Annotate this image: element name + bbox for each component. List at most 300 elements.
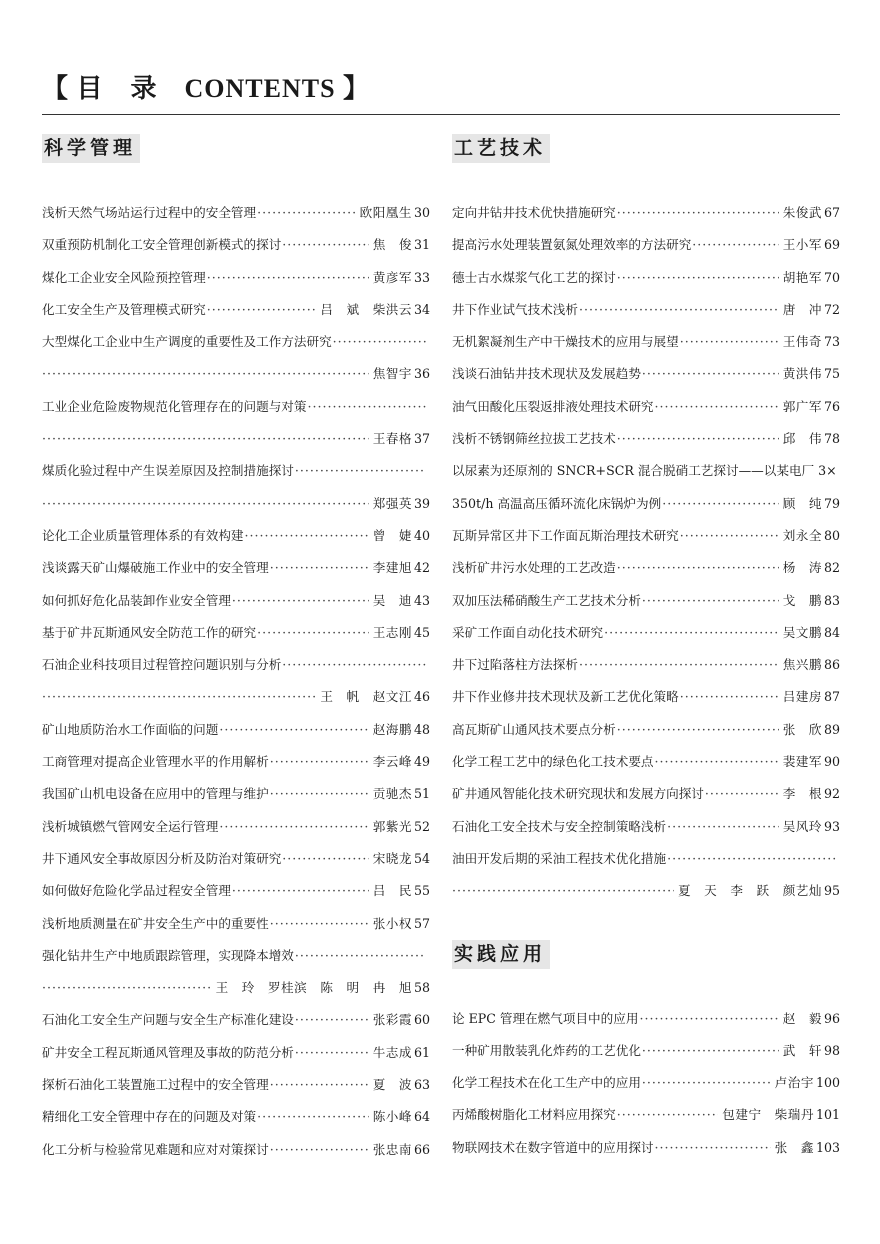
- entry-tail: [373, 617, 430, 649]
- toc-entry: [42, 294, 430, 326]
- entry-title: 物联网技术在数字管道中的应用探讨: [452, 1139, 654, 1155]
- entry-title: 浅谈露天矿山爆破施工作业中的安全管理: [42, 560, 269, 576]
- entry-tail: [373, 229, 430, 261]
- entry-page: 63: [413, 1077, 430, 1093]
- entry-tail: [320, 294, 430, 326]
- entry-author: 吴风玲: [782, 818, 822, 834]
- dot-leader: [42, 972, 212, 1004]
- entry-tail: [373, 908, 430, 940]
- entry-tail: [783, 520, 840, 552]
- entry-author: 郭紫光: [372, 818, 412, 834]
- entry-title: 石油化工安全生产问题与安全生产标准化建设: [42, 1012, 294, 1028]
- dot-leader: [295, 1004, 369, 1036]
- toc-entry: [42, 908, 430, 940]
- toc-entry: [452, 326, 840, 358]
- entry-title: 大型煤化工企业中生产调度的重要性及工作方法研究: [42, 334, 332, 350]
- entry-title: 化工分析与检验常见难题和应对对策探讨: [42, 1141, 269, 1157]
- entry-tail: [373, 262, 430, 294]
- dot-leader: [579, 294, 779, 326]
- entry-author: 吴文鹏: [782, 624, 822, 640]
- entry-tail: [216, 972, 430, 1004]
- entry-page: 39: [413, 495, 430, 511]
- dot-leader: [642, 358, 779, 390]
- entry-page: 86: [823, 657, 840, 673]
- entry-tail: [783, 778, 840, 810]
- dot-leader: [333, 326, 426, 358]
- toc-entry: [452, 1099, 840, 1131]
- entry-page: 43: [413, 592, 430, 608]
- entry-title: 双加压法稀硝酸生产工艺技术分析: [452, 592, 641, 608]
- entry-tail: [722, 1099, 840, 1131]
- toc-entry: [452, 1035, 840, 1067]
- toc-entry: [452, 746, 840, 778]
- entry-tail: [373, 552, 430, 584]
- dot-leader: [257, 197, 356, 229]
- dot-leader: [680, 681, 779, 713]
- dot-leader: [680, 520, 779, 552]
- dot-leader: [692, 229, 778, 261]
- entry-title: 石油化工安全技术与安全控制策略浅析: [452, 818, 667, 834]
- entry-page: 30: [413, 205, 430, 220]
- toc-entry: [452, 520, 840, 552]
- toc-entry: [42, 1134, 430, 1166]
- toc-entry: [42, 875, 430, 907]
- toc-entry: [42, 520, 430, 552]
- entry-author: 吕 斌 柴洪云: [320, 301, 412, 317]
- entry-page: 95: [823, 883, 840, 899]
- toc-entry: [42, 358, 430, 390]
- toc-entry: [42, 746, 430, 778]
- toc-entry: [42, 681, 430, 713]
- entry-page: 42: [413, 560, 430, 576]
- entry-author: 郭广军: [782, 398, 822, 414]
- dot-leader: [282, 229, 368, 261]
- toc-entry: [452, 262, 840, 294]
- entry-author: 戈 鹏: [782, 592, 822, 608]
- entry-tail: [373, 746, 430, 778]
- entry-page: 33: [413, 269, 430, 285]
- toc-entry: [42, 326, 430, 358]
- entry-tail: [320, 681, 430, 713]
- entry-tail: [783, 649, 840, 681]
- entry-author: 李云峰: [372, 754, 412, 770]
- entry-tail: [373, 423, 430, 455]
- entry-author: 夏 天 李 跃 颜艺灿: [677, 883, 822, 899]
- entry-title: 工业企业危险废物规范化管理存在的问题与对策: [42, 398, 307, 414]
- entry-tail: [775, 1067, 840, 1099]
- entry-tail: [373, 843, 430, 875]
- dot-leader: [617, 262, 779, 294]
- toc-entry: [452, 811, 840, 843]
- left-column: [42, 134, 430, 1166]
- entry-list: [452, 197, 840, 908]
- toc-entry: [452, 455, 840, 487]
- toc-entry: [452, 358, 840, 390]
- toc-entry: [42, 552, 430, 584]
- dot-leader: [282, 649, 426, 681]
- dot-leader: [207, 262, 369, 294]
- toc-entry: [42, 1004, 430, 1036]
- entry-page: 73: [823, 334, 840, 350]
- dot-leader: [617, 1099, 719, 1131]
- dot-leader: [42, 358, 369, 390]
- entry-author: 杨 涛: [782, 560, 822, 576]
- entry-page: 57: [413, 915, 430, 931]
- entry-tail: [783, 681, 840, 713]
- entry-page: 82: [823, 560, 840, 576]
- section-science-management: [42, 134, 430, 1166]
- entry-tail: [373, 358, 430, 390]
- entry-author: 焦 俊: [372, 237, 412, 253]
- entry-author: 吕建房: [782, 689, 822, 705]
- toc-entry: [42, 262, 430, 294]
- section-practice-application: [452, 940, 840, 1164]
- entry-list: [452, 1003, 840, 1164]
- toc-entry: [42, 843, 430, 875]
- entry-author: 王志刚: [372, 624, 412, 640]
- dot-leader: [617, 197, 779, 229]
- entry-title: 浅析不锈钢筛丝拉拔工艺技术: [452, 431, 616, 447]
- entry-page: 45: [413, 624, 430, 640]
- dot-leader: [42, 423, 369, 455]
- dot-leader: [232, 875, 369, 907]
- entry-tail: [373, 875, 430, 907]
- entry-author: 焦兴鹏: [782, 657, 822, 673]
- entry-author: 邱 伟: [782, 431, 822, 447]
- entry-author: 曾 婕: [372, 527, 412, 543]
- section-heading: 实践应用: [452, 940, 550, 969]
- entry-author: 黄彦军: [372, 269, 412, 285]
- entry-title: 化工安全生产及管理模式研究: [42, 301, 206, 317]
- entry-tail: [783, 1003, 840, 1035]
- entry-page: 98: [823, 1042, 840, 1058]
- entry-tail: [783, 552, 840, 584]
- entry-tail: [783, 229, 840, 261]
- entry-title: 论化工企业质量管理体系的有效构建: [42, 527, 244, 543]
- entry-tail: [373, 1069, 430, 1101]
- entry-page: 48: [413, 721, 430, 737]
- entry-title: 井下通风安全事故原因分析及防治对策研究: [42, 850, 282, 866]
- toc-entry: [452, 681, 840, 713]
- entry-page: 93: [823, 818, 840, 834]
- dot-leader: [617, 552, 779, 584]
- entry-author: 牛志成: [372, 1044, 412, 1060]
- entry-page: 83: [823, 592, 840, 608]
- entry-page: 58: [413, 980, 430, 996]
- entry-page: 100: [815, 1075, 840, 1091]
- entry-tail: [783, 197, 840, 229]
- toc-entry: [452, 1132, 840, 1164]
- entry-tail: [373, 1037, 430, 1069]
- entry-page: 67: [823, 205, 840, 220]
- entry-page: 70: [823, 269, 840, 285]
- entry-author: 欧阳凰生: [359, 205, 412, 220]
- toc-entry: [452, 1067, 840, 1099]
- entry-title: 浅析地质测量在矿井安全生产中的重要性: [42, 915, 269, 931]
- toc-entry: [42, 455, 430, 487]
- dot-leader: [219, 811, 368, 843]
- dot-leader: [705, 778, 779, 810]
- entry-page: 51: [413, 786, 430, 802]
- dot-leader: [270, 908, 369, 940]
- entry-author: 顾 纯: [782, 495, 822, 511]
- entry-tail: [783, 326, 840, 358]
- toc-entry: [42, 1037, 430, 1069]
- entry-author: 张 欣: [782, 721, 822, 737]
- toc-entry: [452, 617, 840, 649]
- toc-entry: [42, 617, 430, 649]
- entry-page: 75: [823, 366, 840, 382]
- dot-leader: [295, 940, 426, 972]
- entry-title: 化学工程工艺中的绿色化工技术要点: [452, 754, 654, 770]
- entry-author: 李 根: [782, 786, 822, 802]
- entry-page: 55: [413, 883, 430, 899]
- toc-entry: [452, 229, 840, 261]
- entry-page: 46: [413, 689, 430, 705]
- dot-leader: [655, 391, 779, 423]
- entry-title: 论 EPC 管理在燃气项目中的应用: [452, 1010, 639, 1026]
- entry-author: 焦智宇: [372, 366, 412, 382]
- dot-leader: [680, 326, 779, 358]
- entry-author: 张小权: [372, 915, 412, 931]
- entry-title: 井下作业修井技术现状及新工艺优化策略: [452, 689, 679, 705]
- entry-author: 陈小峰: [372, 1109, 412, 1125]
- toc-entry: [42, 649, 430, 681]
- entry-tail: [783, 423, 840, 455]
- dot-leader: [579, 649, 779, 681]
- entry-tail: [373, 1134, 430, 1166]
- toc-entry: [42, 585, 430, 617]
- entry-author: 包建宁 柴瑞丹: [722, 1107, 814, 1123]
- toc-entry: [42, 778, 430, 810]
- entry-author: 王伟奇: [782, 334, 822, 350]
- entry-page: 40: [413, 527, 430, 543]
- entry-page: 64: [413, 1109, 430, 1125]
- dot-leader: [667, 811, 779, 843]
- entry-page: 72: [823, 301, 840, 317]
- entry-title: 井下作业试气技术浅析: [452, 301, 578, 317]
- entry-title: 基于矿井瓦斯通风安全防范工作的研究: [42, 624, 257, 640]
- entry-page: 90: [823, 754, 840, 770]
- entry-author: 王 帆 赵文江: [320, 689, 412, 705]
- entry-page: 80: [823, 527, 840, 543]
- dot-leader: [604, 617, 779, 649]
- entry-tail: [783, 585, 840, 617]
- dot-leader: [270, 552, 369, 584]
- entry-tail: [373, 585, 430, 617]
- entry-author: 赵 毅: [782, 1010, 822, 1026]
- entry-tail: [783, 488, 840, 520]
- entry-title: 如何抓好危化品装卸作业安全管理: [42, 592, 231, 608]
- entry-title: 矿井通风智能化技术研究现状和发展方向探讨: [452, 786, 704, 802]
- entry-author: 唐 冲: [782, 301, 822, 317]
- toc-entry: [42, 1069, 430, 1101]
- section-heading: 工艺技术: [452, 134, 550, 163]
- entry-title: 化学工程技术在化工生产中的应用: [452, 1075, 641, 1091]
- entry-page: 103: [815, 1139, 840, 1155]
- entry-title: 采矿工作面自动化技术研究: [452, 624, 604, 640]
- dot-leader: [639, 1003, 778, 1035]
- dot-leader: [295, 455, 426, 487]
- dot-leader: [207, 294, 317, 326]
- toc-entry: [42, 391, 430, 423]
- entry-author: 王 玲 罗桂滨 陈 明 冉 旭: [215, 980, 412, 996]
- entry-author: 胡艳军: [782, 269, 822, 285]
- dot-leader: [655, 746, 779, 778]
- entry-title: 双重预防机制化工安全管理创新模式的探讨: [42, 237, 282, 253]
- entry-title: 井下过陷落柱方法探析: [452, 657, 578, 673]
- dot-leader: [219, 714, 368, 746]
- entry-author: 刘永全: [782, 527, 822, 543]
- entry-author: 张忠南: [372, 1141, 412, 1157]
- toc-entry: [42, 229, 430, 261]
- entry-list: [42, 197, 430, 1166]
- entry-tail: [783, 746, 840, 778]
- entry-page: 60: [413, 1012, 430, 1028]
- entry-author: 张 鑫: [774, 1139, 814, 1155]
- entry-title: 石油企业科技项目过程管控问题识别与分析: [42, 657, 282, 673]
- dot-leader: [270, 778, 369, 810]
- entry-tail: [373, 714, 430, 746]
- toc-entry: [452, 843, 840, 875]
- entry-tail: [783, 391, 840, 423]
- entry-author: 裴建军: [782, 754, 822, 770]
- entry-author: 王春格: [372, 431, 412, 447]
- entry-title: 350t/h 高温高压循环流化床锅炉为例: [452, 495, 662, 511]
- entry-page: 49: [413, 754, 430, 770]
- toc-entry: [452, 391, 840, 423]
- toc-entry: [452, 552, 840, 584]
- section-heading: 科学管理: [42, 134, 140, 163]
- toc-entry: [452, 294, 840, 326]
- entry-title: 探析石油化工装置施工过程中的安全管理: [42, 1077, 269, 1093]
- dot-leader: [282, 843, 368, 875]
- entry-title: 瓦斯异常区井下工作面瓦斯治理技术研究: [452, 527, 679, 543]
- toc-entry: [452, 585, 840, 617]
- dot-leader: [642, 1067, 771, 1099]
- toc-entry: [42, 423, 430, 455]
- entry-page: 101: [815, 1107, 840, 1123]
- entry-title: 煤化工企业安全风险预控管理: [42, 269, 206, 285]
- entry-page: 96: [823, 1010, 840, 1026]
- entry-title: 煤质化验过程中产生误差原因及控制措施探讨: [42, 463, 294, 479]
- entry-tail: [373, 520, 430, 552]
- toc-entry: [42, 940, 430, 972]
- entry-tail: [783, 294, 840, 326]
- dot-leader: [667, 843, 836, 875]
- entry-author: 王小军: [782, 237, 822, 253]
- entry-title: 浅析矿井污水处理的工艺改造: [452, 560, 616, 576]
- entry-tail: [783, 714, 840, 746]
- dot-leader: [232, 585, 369, 617]
- toc-entry: [452, 488, 840, 520]
- section-process-technology: [452, 134, 840, 908]
- right-column: [452, 134, 840, 1164]
- entry-title: 以尿素为还原剂的 SNCR+SCR 混合脱硝工艺探讨——以某电厂 3×: [452, 463, 837, 479]
- entry-author: 宋晓龙: [372, 850, 412, 866]
- toc-entry: [452, 875, 840, 907]
- entry-title: 无机絮凝剂生产中干燥技术的应用与展望: [452, 334, 679, 350]
- title-rule: [42, 114, 840, 115]
- entry-page: 69: [823, 237, 840, 253]
- entry-page: 34: [413, 301, 430, 317]
- entry-author: 朱俊武: [782, 205, 822, 220]
- dot-leader: [42, 488, 369, 520]
- entry-title: 丙烯酸树脂化工材料应用探究: [452, 1107, 616, 1123]
- entry-author: 贡驰杰: [372, 786, 412, 802]
- dot-leader: [642, 1035, 779, 1067]
- entry-title: 浅析城镇燃气管网安全运行管理: [42, 818, 219, 834]
- entry-page: 36: [413, 366, 430, 382]
- entry-title: 工商管理对提高企业管理水平的作用解析: [42, 754, 269, 770]
- entry-title: 强化钻井生产中地质跟踪管理，实现降本增效: [42, 947, 294, 963]
- entry-tail: [678, 875, 840, 907]
- entry-author: 黄洪伟: [782, 366, 822, 382]
- entry-page: 52: [413, 818, 430, 834]
- dot-leader: [270, 1069, 369, 1101]
- entry-tail: [373, 778, 430, 810]
- entry-tail: [775, 1132, 840, 1164]
- dot-leader: [452, 875, 674, 907]
- toc-entry: [452, 778, 840, 810]
- entry-page: 66: [413, 1141, 430, 1157]
- dot-leader: [270, 746, 369, 778]
- entry-page: 78: [823, 431, 840, 447]
- entry-tail: [783, 617, 840, 649]
- entry-author: 李建旭: [372, 560, 412, 576]
- entry-page: 92: [823, 786, 840, 802]
- entry-title: 油气田酸化压裂返排液处理技术研究: [452, 398, 654, 414]
- dot-leader: [307, 391, 426, 423]
- entry-title: 一种矿用散装乳化炸药的工艺优化: [452, 1042, 641, 1058]
- toc-entry: [42, 714, 430, 746]
- entry-tail: [373, 1004, 430, 1036]
- entry-tail: [783, 262, 840, 294]
- entry-author: 卢治宇: [774, 1075, 814, 1091]
- dot-leader: [257, 1101, 369, 1133]
- toc-title: 【 目 录 CONTENTS 】: [42, 74, 371, 103]
- entry-title: 矿井安全工程瓦斯通风管理及事故的防范分析: [42, 1044, 294, 1060]
- entry-page: 31: [413, 237, 430, 253]
- dot-leader: [642, 585, 779, 617]
- entry-title: 提高污水处理装置氨氮处理效率的方法研究: [452, 237, 692, 253]
- entry-page: 76: [823, 398, 840, 414]
- entry-page: 84: [823, 624, 840, 640]
- entry-title: 我国矿山机电设备在应用中的管理与维护: [42, 786, 269, 802]
- entry-title: 德士古水煤浆气化工艺的探讨: [452, 269, 616, 285]
- dot-leader: [270, 1134, 369, 1166]
- entry-author: 张彩霞: [372, 1012, 412, 1028]
- entry-title: 定向井钻井技术优快措施研究: [452, 205, 616, 220]
- page-header: [42, 72, 840, 106]
- entry-page: 79: [823, 495, 840, 511]
- toc-entry: [42, 811, 430, 843]
- toc-entry: [42, 1101, 430, 1133]
- entry-title: 浅谈石油钻井技术现状及发展趋势: [452, 366, 641, 382]
- entry-tail: [783, 811, 840, 843]
- toc-entry: [42, 488, 430, 520]
- dot-leader: [245, 520, 369, 552]
- toc-entry: [452, 714, 840, 746]
- entry-author: 郑强英: [372, 495, 412, 511]
- entry-author: 吴 迪: [372, 592, 412, 608]
- toc-entry: [42, 972, 430, 1004]
- entry-page: 54: [413, 850, 430, 866]
- entry-page: 61: [413, 1044, 430, 1060]
- dot-leader: [295, 1037, 369, 1069]
- entry-page: 37: [413, 431, 430, 447]
- toc-entry: [452, 197, 840, 229]
